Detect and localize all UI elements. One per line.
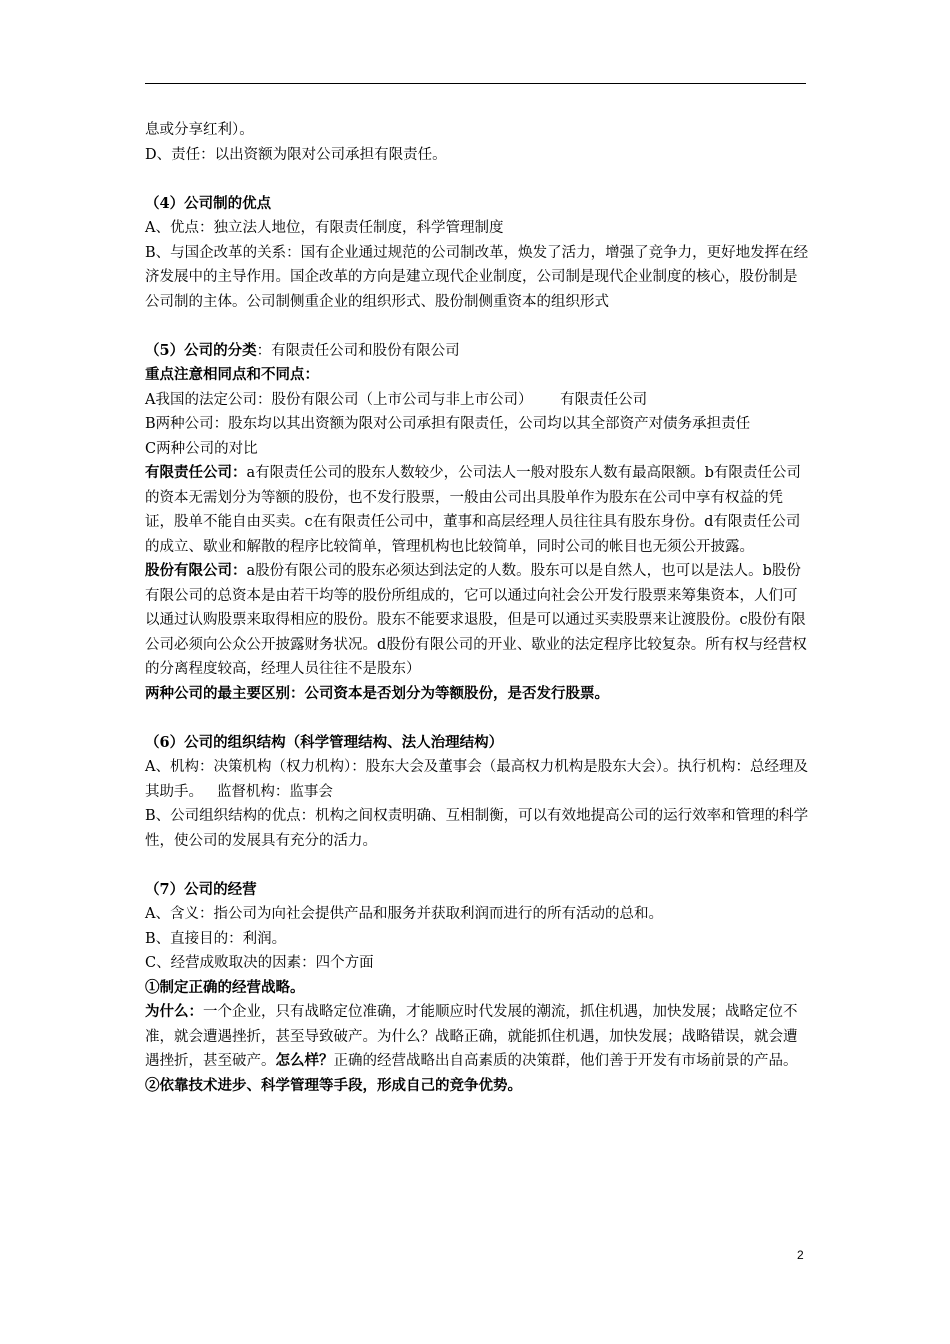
page-number: 2 [797, 1248, 804, 1262]
paragraph [145, 461, 811, 559]
paragraph-label: 股份有限公司： [145, 562, 247, 579]
section-heading-5-rest: ：有限责任公司和股份有限公司 [256, 342, 460, 359]
paragraph-text: a股份有限公司的股东必须达到法定的人数。股东可以是自然人，也可以是法人。b股份有限公司的总资本是由若干均等的股份所组成的，它可以通过向社会公开发行股票来筹集资本，人们可以通过认购股票来取得相应的股份。股东不能要求退股，但是可以通过买卖股票来让渡股份。c股份有限公司必须向公众公开披露财务状况。d股份有限公司的开业、歇业的法定程序比较复杂。所有权与经营权的分离程度较高，经理人员往往不是股东） [145, 563, 807, 677]
paragraph [145, 1000, 811, 1074]
text-line: C两种公司的对比 [145, 440, 258, 457]
text-line: D、责任：以出资额为限对公司承担有限责任。 [145, 146, 447, 163]
document-body [145, 118, 811, 1098]
text-line: 息或分享红利）。 [145, 122, 254, 138]
section-heading-6: （6）公司的组织结构（科学管理结构、法人治理结构） [145, 733, 504, 751]
text-line: C、经营成败取决的因素：四个方面 [145, 955, 374, 971]
section-heading-7: （7）公司的经营 [145, 880, 257, 898]
header-rule [145, 83, 806, 84]
text-line: 重点注意相同点和不同点： [145, 366, 319, 383]
text-line: ①制定正确的经营战略。 [145, 978, 305, 996]
text-line: A、优点：独立法人地位，有限责任制度，科学管理制度 [145, 220, 504, 236]
section-heading-5-title: （5）公司的分类 [145, 341, 257, 359]
paragraph-label: 为什么： [145, 1003, 203, 1020]
paragraph-text: 一个企业，只有战略定位准确，才能顺应时代发展的潮流，抓住机遇，加快发展；战略定位不准，就会遭遇挫折，甚至导致破产。为什么？战略正确，就能抓住机遇，加快发展；战略错误，就会遭遇挫折，甚至破产。 [145, 1004, 798, 1069]
text-line: A、含义：指公司为向社会提供产品和服务并获取利润而进行的所有活动的总和。 [145, 906, 663, 922]
paragraph: B、公司组织结构的优点：机构之间权责明确、互相制衡，可以有效地提高公司的运行效率和管理的科学性，使公司的发展具有充分的活力。 [145, 808, 809, 849]
section-heading-5 [145, 339, 811, 364]
paragraph-text: a有限责任公司的股东人数较少，公司法人一般对股东人数有最高限额。b有限责任公司的资本无需划分为等额的股份，也不发行股票，一般由公司出具股单作为股东在公司中享有权益的凭证，股单不能自由买卖。c在有限责任公司中，董事和高层经理人员往往具有股东身份。d有限责任公司的成立、歇业和解散的程序比较简单，管理机构也比较简单，同时公司的帐目也无须公开披露。 [145, 465, 801, 555]
text-line: A我国的法定公司：股份有限公司（上市公司与非上市公司） 有限责任公司 [145, 391, 648, 408]
paragraph: B两种公司：股东均以其出资额为限对公司承担有限责任，公司均以其全部资产对债务承担责任 [145, 416, 751, 432]
paragraph [145, 559, 811, 682]
paragraph: A、机构：决策机构（权力机构）：股东大会及董事会（最高权力机构是股东大会）。执行机构：总经理及其助手。 监督机构：监事会 [145, 759, 808, 800]
paragraph-label-2: 怎么样？ [275, 1052, 334, 1069]
text-line: B、直接目的：利润。 [145, 930, 287, 947]
text-line: ②依靠技术进步、科学管理等手段，形成自己的竞争优势。 [145, 1076, 522, 1094]
section-heading-4: （4）公司制的优点 [145, 194, 272, 212]
paragraph: B、与国企改革的关系：国有企业通过规范的公司制改革，焕发了活力，增强了竞争力，更好地发挥在经济发展中的主导作用。国企改革的方向是建立现代企业制度，公司制是现代企业制度的核心，股份制是公司制的主体。公司制侧重企业的组织形式、股份制侧重资本的组织形式 [145, 244, 809, 310]
paragraph-text-tail: 正确的经营战略出自高素质的决策群，他们善于开发有市场前景的产品。 [333, 1053, 798, 1069]
paragraph-label: 有限责任公司： [145, 464, 247, 481]
text-line: 两种公司的最主要区别：公司资本是否划分为等额股份，是否发行股票。 [145, 684, 609, 702]
